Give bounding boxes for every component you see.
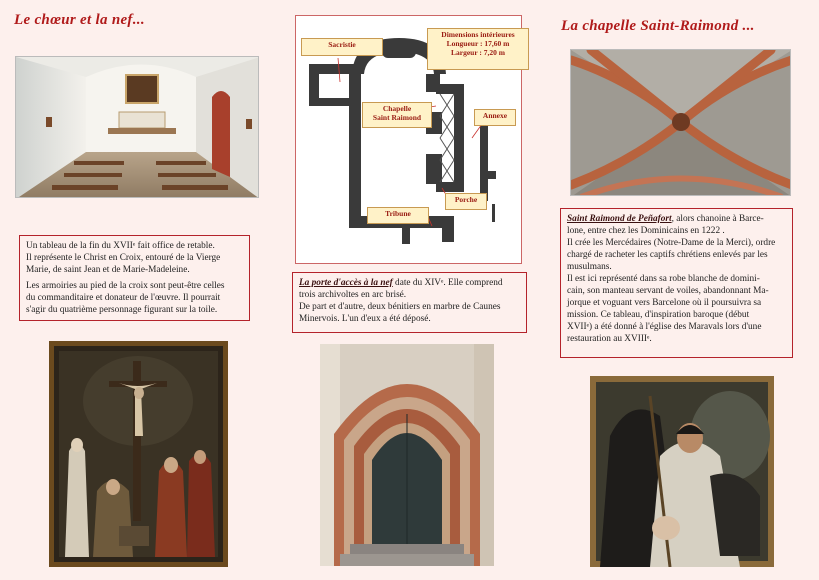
text-line: Marie, de saint Jean et de Marie-Madeleine. [26, 265, 190, 275]
text-line: du commanditaire et donateur de l'œuvre. Il pourrait [26, 293, 221, 303]
title-chapelle-saint-raimond: La chapelle Saint-Raimond ... [561, 18, 755, 34]
photo-chapel-vault [570, 49, 791, 196]
dimensions-width: Largeur : 7,20 m [450, 48, 506, 57]
text-line: Il représente le Christ en Croix, entouré de la Vierge [26, 253, 221, 263]
text-line: trois archivoltes en arc brisé. [299, 290, 407, 300]
text-line: Les armoiries au pied de la croix sont peut-être celles [26, 281, 225, 291]
text-lead-saint-raimond: Saint Raimond de Peñafort [567, 214, 672, 224]
plan-label-chapelle-line1: Chapelle [382, 104, 412, 113]
text-line: cain, son manteau servant de voiles, abandonnant Ma- [567, 286, 769, 296]
floor-plan [295, 15, 522, 264]
dimensions-length: Longueur : 17,60 m [446, 39, 510, 48]
text-line: Il est ici représenté dans sa robe blanche de domini- [567, 274, 760, 284]
plan-label-annexe: Annexe [474, 109, 516, 126]
plan-label-tribune: Tribune [367, 207, 429, 224]
text-line: Un tableau de la fin du XVIIᵉ fait office de retable. [26, 241, 215, 251]
painting-saint-raimond [590, 376, 774, 567]
text-line: , alors chanoine à Barce- [671, 214, 764, 224]
text-line: jorque et voguant vers Barcelone où il poursuivra sa [567, 298, 762, 308]
text-saint-raimond [560, 208, 793, 358]
plan-label-chapelle [362, 102, 432, 128]
text-line: date du XIVᵉ. Elle comprend [392, 278, 503, 288]
text-line: De part et d'autre, deux bénitiers en marbre de Caunes [299, 302, 501, 312]
text-line: Il crée les Mercédaires (Notre-Dame de la Merci), ordre [567, 238, 776, 248]
text-retable-description [19, 235, 250, 321]
text-line: musulmans. [567, 262, 612, 272]
plan-label-sacristie: Sacristie [301, 38, 383, 56]
text-line: lone, entre chez les Dominicains en 1222 . [567, 226, 725, 236]
plan-label-porche: Porche [445, 193, 487, 210]
plan-label-chapelle-line2: Saint Raimond [372, 113, 422, 122]
plan-label-dimensions [427, 28, 529, 70]
text-porte-acces [292, 272, 527, 333]
photo-entrance-door [320, 344, 494, 566]
text-line: chargé de racheter les captifs chrétiens enlevés par les [567, 250, 768, 260]
text-line: mission. Ce tableau, d'inspiration baroque (début [567, 310, 750, 320]
text-lead-porte: La porte d'accès à la nef [299, 278, 393, 288]
painting-crucifixion [49, 341, 228, 567]
text-line: XVIIᵉ) a été donné à l'église des Maravals lors d'une [567, 322, 762, 332]
dimensions-title: Dimensions intérieures [441, 30, 515, 39]
text-line: Minervois. L'un d'eux a été déposé. [299, 314, 431, 324]
text-line: s'agir du quatrième personnage figurant sur la toile. [26, 305, 218, 315]
photo-choir-nave [15, 56, 259, 198]
title-choeur-nef: Le chœur et la nef... [14, 12, 145, 28]
text-line: restauration au XVIIIᵉ. [567, 334, 652, 344]
